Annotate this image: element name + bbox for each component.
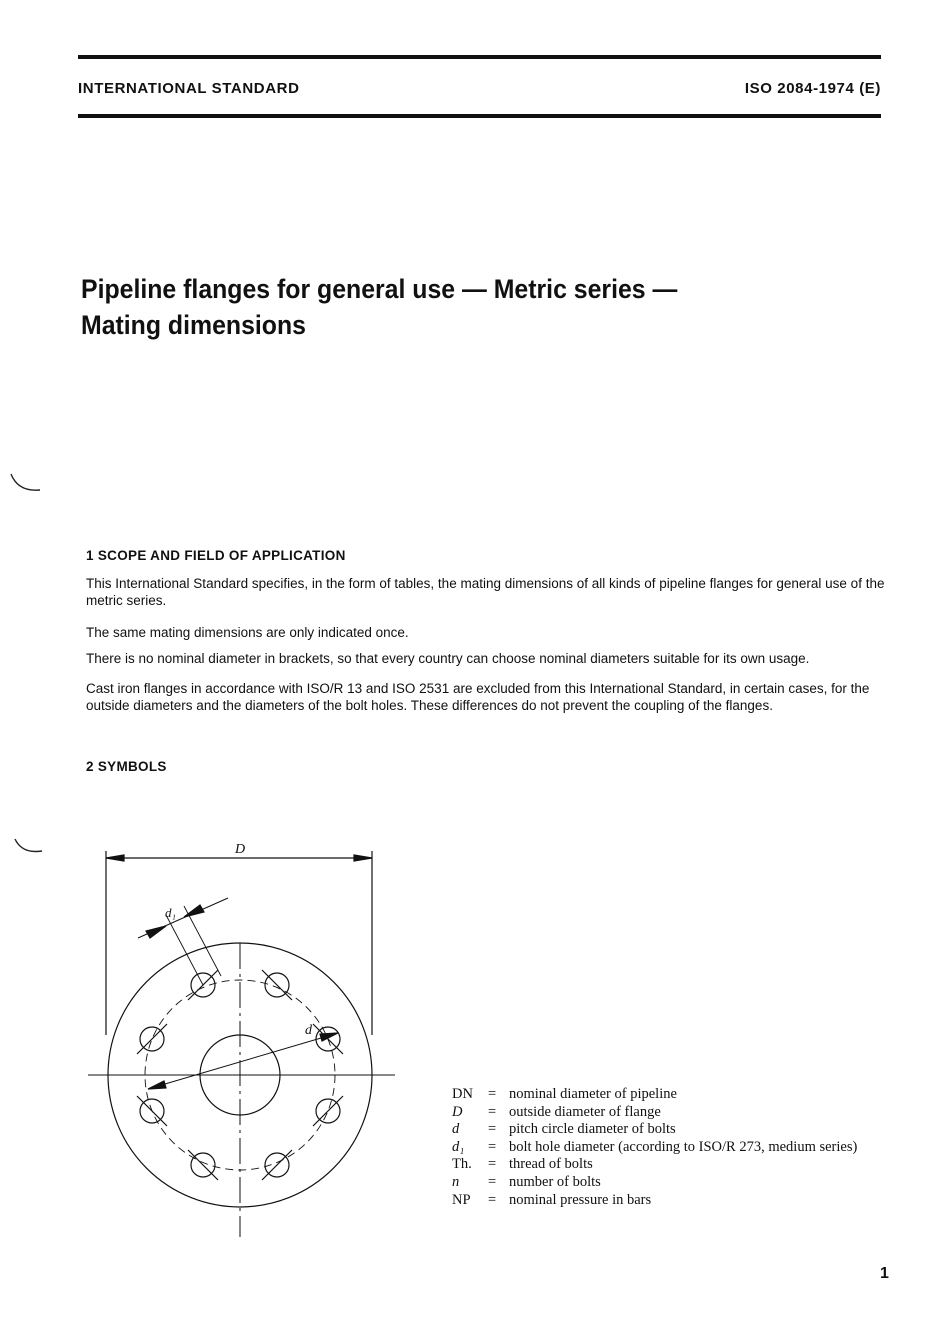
symbol-row: [452, 1156, 857, 1174]
section-2-heading: 2 SYMBOLS: [86, 759, 167, 774]
equals-sign: =: [488, 1103, 497, 1120]
title-line-1: Pipeline flanges for general use — Metric series —: [81, 274, 678, 304]
equals-sign: =: [488, 1086, 497, 1102]
symbol-meaning: outside diameter of flange: [509, 1103, 661, 1120]
symbol-meaning: thread of bolts: [509, 1156, 593, 1173]
symbol-key: n: [452, 1173, 460, 1190]
arrowhead-D-left: [106, 855, 124, 861]
symbol-meaning: bolt hole diameter (according to ISO/R 273, medium series): [509, 1138, 858, 1155]
section-1-paragraph-1: This International Standard specifies, in the form of tables, the mating dimensions of all kinds of pipeline flanges for general use of the metric series.: [86, 576, 885, 608]
dimension-line-d: [148, 1033, 338, 1089]
equals-sign: =: [488, 1121, 497, 1138]
equals-sign: =: [488, 1156, 497, 1173]
arrowhead-d-left: [148, 1081, 166, 1089]
symbol-key: d: [452, 1121, 460, 1138]
title-line-2: Mating dimensions: [81, 310, 306, 340]
header-document-number: ISO 2084-1974 (E): [744, 80, 881, 97]
symbol-row: [452, 1121, 857, 1139]
header-top-rule: [78, 55, 881, 59]
equals-sign: =: [488, 1173, 497, 1190]
symbol-key: d₁: [452, 1138, 465, 1155]
label-d1: d₁: [165, 905, 177, 920]
arrowhead-d1-left: [146, 926, 166, 938]
symbol-meaning: nominal diameter of pipeline: [509, 1086, 677, 1102]
section-1-paragraph-2: The same mating dimensions are only indicated once.: [86, 625, 409, 640]
symbol-meaning: nominal pressure in bars: [509, 1191, 652, 1208]
header-bottom-rule: [78, 114, 881, 118]
symbol-key: NP: [452, 1191, 471, 1208]
margin-mark-2: [12, 836, 52, 860]
margin-mark-1: [8, 470, 48, 500]
symbol-key: Th.: [452, 1156, 472, 1173]
symbol-row: [452, 1104, 857, 1122]
symbol-row: [452, 1174, 857, 1192]
section-1-paragraph-4: Cast iron flanges in accordance with ISO/R 13 and ISO 2531 are excluded from this International Standard, in certain cases, for the outside diameters and the diameters of the bolt holes. These differences do not prevent the coupling of the flanges.: [86, 681, 870, 713]
symbol-row: [452, 1139, 857, 1157]
header-standard-label: INTERNATIONAL STANDARD: [78, 80, 300, 97]
label-d: d: [305, 1023, 312, 1038]
document-title: [81, 271, 677, 343]
section-1-heading: 1 SCOPE AND FIELD OF APPLICATION: [86, 548, 346, 563]
d1-extension-line-2: [184, 906, 221, 976]
symbol-row: [452, 1086, 857, 1104]
symbol-meaning: pitch circle diameter of bolts: [509, 1121, 676, 1138]
symbol-row: [452, 1192, 857, 1210]
page-number: 1: [880, 1265, 889, 1282]
equals-sign: =: [488, 1191, 497, 1208]
arrowhead-D-right: [354, 855, 372, 861]
flange-diagram: [80, 835, 410, 1245]
label-D: D: [235, 842, 246, 857]
section-1-paragraph-3: There is no nominal diameter in brackets, so that every country can choose nominal diameters suitable for its own usage.: [86, 651, 810, 666]
symbol-key: D: [452, 1103, 463, 1120]
symbol-meaning: number of bolts: [509, 1173, 601, 1190]
symbol-key: DN: [452, 1086, 473, 1102]
equals-sign: =: [488, 1138, 497, 1155]
symbols-legend: [452, 1086, 857, 1209]
